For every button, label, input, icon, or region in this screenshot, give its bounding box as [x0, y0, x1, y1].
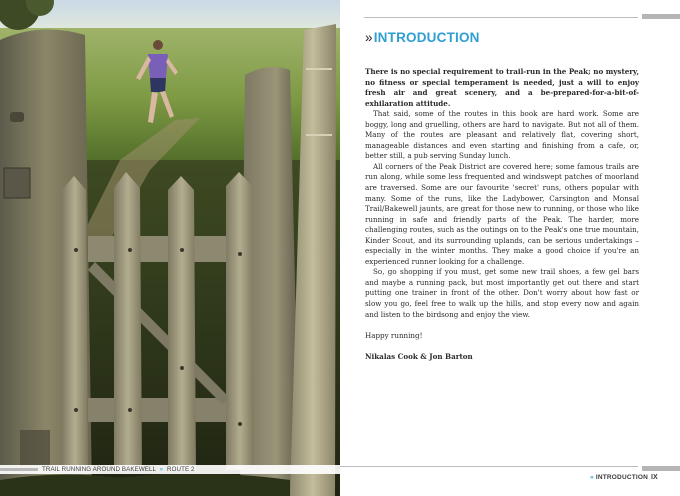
paragraph: So, go shopping if you must, get some new trail shoes, a few gel bars and maybe a running pack, but most importantly get out there and start putting one trainer in front of the other. Don't worry about how fast or slow you go, feel free to walk up the hills, and stop every now and again and listen to the birdsong and enjoy the view.	[365, 267, 639, 319]
page-number: IX	[651, 474, 658, 481]
caption-bar	[0, 468, 38, 471]
author-signature: Nikalas Cook & Jon Barton	[365, 351, 473, 361]
top-tab-block	[642, 14, 680, 19]
body-text	[365, 67, 639, 362]
section-title: INTRODUCTION	[373, 30, 480, 45]
running-footer	[590, 474, 648, 481]
footer-section: INTRODUCTION	[595, 474, 649, 481]
caption-route-name: TRAIL RUNNING AROUND BAKEWELL	[42, 466, 156, 473]
caption-route-number: ROUTE 2	[167, 466, 195, 473]
top-rule	[364, 17, 638, 18]
caption-separator: »	[159, 466, 164, 473]
section-heading	[365, 30, 480, 45]
footer-chevron-icon: »	[590, 474, 594, 481]
chevron-icon: »	[365, 30, 373, 45]
paragraph: That said, some of the routes in this book are hard work. Some are boggy, long and gruelling, others are hard to navigate. But not all of them. Many of the routes are pleasant and relatively flat, covering short, manageable distances and even starting and finishing from a cafe, or, better still, a pub serving Sunday lunch.	[365, 109, 639, 161]
text-page	[340, 0, 680, 496]
paragraph: All corners of the Peak District are covered here; some famous trails are run along, while some less frequented and windswept patches of moorland are traversed. Some are our favourite 'secret' runs, others popular with many. Some of the runs, like the Ladybower, Carsington and Monsal Trail/Bakewell jaunts, are great for those new to running, or those who like running in safe and friendly parts of the Peak. The harder, more challenging routes, such as the outings on to the Peak's one true mountain, Kinder Scout, and its surrounding uplands, can be serious undertakings – especially in the winter months. They make a good choice if you're an experienced runner looking for a challenge.	[365, 161, 639, 266]
bottom-tab-block	[642, 466, 680, 471]
bottom-rule	[340, 466, 638, 467]
lead-paragraph: There is no special requirement to trail-run in the Peak; no mystery, no fitness or special temperament is needed, just a will to enjoy fresh air and great scenery, and a be-prepared-for-a-bit-of-exhilaration attitude.	[365, 67, 639, 108]
route-caption	[0, 465, 340, 474]
closing-line: Happy running!	[365, 330, 423, 340]
